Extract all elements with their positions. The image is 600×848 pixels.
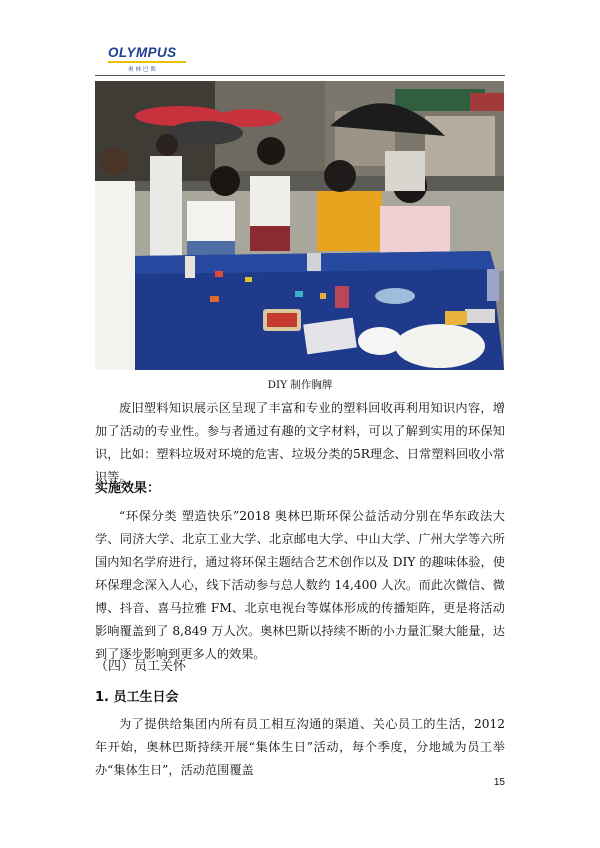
- page-number: 15: [493, 777, 505, 788]
- brand-subtitle: 奥林巴斯: [127, 67, 158, 73]
- heading-implementation-effect: 实施效果：: [95, 481, 161, 496]
- header-divider: [95, 75, 505, 76]
- event-photo: [95, 81, 504, 370]
- brand-underline: [108, 61, 186, 63]
- olympus-logo: [108, 46, 188, 73]
- paragraph-campaign-results: “环保分类 塑造快乐”2018 奥林巴斯环保公益活动分别在华东政法大学、同济大学、北京工业大学、北京邮电大学、中山大学、广州大学等六所国内知名学府进行，通过将环保主题结合艺术创作以及 DIY 的趣味体验，使环保理念深入人心，线下活动参与总人数约 14,400 人次。而此次微信、微博、抖音、喜马拉雅 FM、北京电视台等媒体形成的传播矩阵，更是将活动影响覆盖到了 8,849 万人次。奥林巴斯以持续不断的小力量汇聚大能量，达到了逐步影响到更多人的效果。: [95, 509, 505, 661]
- heading-employee-birthday: 1. 员工生日会: [95, 690, 179, 705]
- paragraph-birthday-intro: 为了提供给集团内所有员工相互沟通的渠道、关心员工的生活，2012 年开始，奥林巴斯持续开展“集体生日”活动，每个季度，分地域为员工举办“集体生日”，活动范围覆盖: [95, 717, 505, 777]
- figure-caption: DIY 制作胸牌: [267, 379, 333, 391]
- heading-employee-care: （四）员工关怀: [95, 659, 187, 674]
- brand-name: OLYMPUS: [108, 45, 177, 60]
- paragraph-plastic-knowledge: 废旧塑料知识展示区呈现了丰富和专业的塑料回收再利用知识内容，增加了活动的专业性。参与者通过有趣的文字材料，可以了解到实用的环保知识，比如：塑料垃圾对环境的危害、垃圾分类的5R理念、日常塑料回收小常识等。: [95, 401, 505, 484]
